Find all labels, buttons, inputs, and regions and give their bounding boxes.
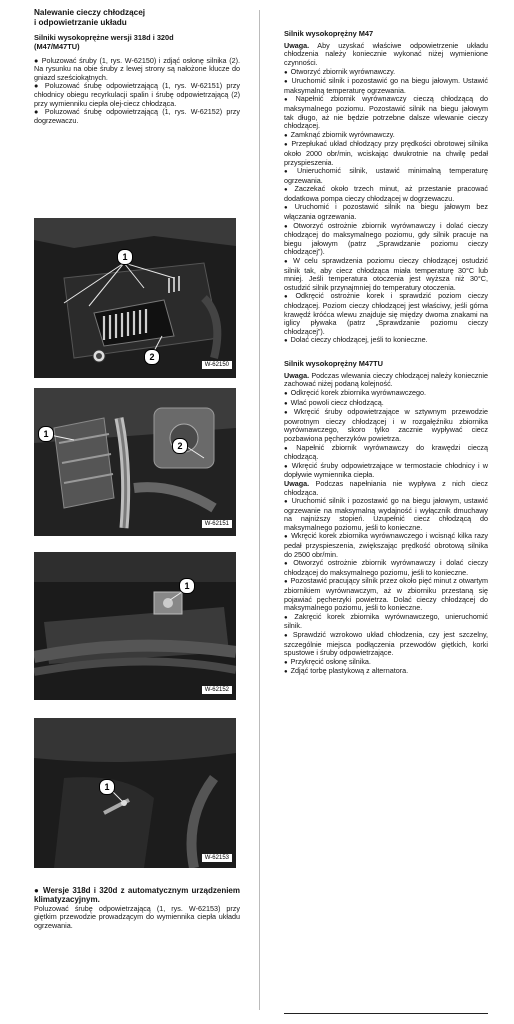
final-instruction-heading: ● Wersje 318d i 320d z automatycznym urządzeniem klimatyzacyjnym.	[34, 886, 240, 905]
list-item: ● Odkręcić korek zbiornika wyrównawczego.	[284, 389, 488, 399]
callout-1: 1	[179, 578, 195, 594]
callout-2: 2	[172, 438, 188, 454]
list-item: ● Wkręcić korek zbiornika wyrównawczego i wcisnąć kilka razy pedał przyspieszenia, zwiększając prędkość obrotową silnika do 2500 obr/min.	[284, 532, 488, 559]
callout-2: 2	[144, 349, 160, 365]
list-item: ● Napełnić zbiornik wyrównawczy do krawędzi cieczą chłodzącą.	[284, 444, 488, 462]
list-item: ● Otworzyć ostrożnie zbiornik wyrównawczy i dolać cieczy chłodzącej do maksymalnego poziomu, jeśli to konieczne.	[284, 559, 488, 577]
list-item: ● Odkręcić ostrożnie korek i sprawdzić poziom cieczy chłodzącej. Poziom cieczy chłodzącej jest właściwy, jeśli górna krawędź króćca wlewu znajduje się między dwoma znakami na iglicy pływaka (patrz „Sprawdzanie poziomu cieczy chłodzącej”).	[284, 292, 488, 336]
callout-1: 1	[99, 779, 115, 795]
final-instruction-text: Poluzować śrubę odpowietrzającą (1, rys. W-62153) przy giętkim przewodzie prowadzącym do wymiennika ciepła układu ogrzewania.	[34, 903, 240, 930]
list-item: ● Zdjąć torbę plastykową z alternatora.	[284, 667, 488, 677]
list-item: ● Wkręcić śruby odpowietrzające w sztywnym przewodzie powrotnym cieczy chłodzącej i w rozgałęźniku zbiornika wyrównawczego, skoro tylko zacznie wypływać ciecz pozbawiona pęcherzyków powietrza.	[284, 408, 488, 443]
m47tu-note	[284, 372, 488, 389]
note-text: Podczas wlewania cieczy chłodzącej należy koniecznie zachować niżej podaną kolejność.	[284, 370, 488, 389]
list-item: ● Otworzyć zbiornik wyrównawczy.	[284, 68, 488, 78]
figure-code: W-62151	[202, 520, 232, 528]
list-item: ● Uruchomić i pozostawić silnik na biegu jałowym bez włączania ogrzewania.	[284, 203, 488, 221]
list-item: ● Dolać cieczy chłodzącej, jeśli to konieczne.	[284, 336, 488, 346]
section-title	[34, 8, 240, 28]
list-item: ● Wkręcić śruby odpowietrzające w termostacie chłodnicy i w dopływie wymiennika ciepła.	[284, 462, 488, 480]
list-item: ● Zakręcić korek zbiornika wyrównawczego, unieruchomić silnik.	[284, 613, 488, 631]
figure-code: W-62150	[202, 361, 232, 369]
instruction-paragraph: ● Poluzować śrubę odpowietrzającą (1, rys. W-62152) przy dogrzewaczu.	[34, 107, 240, 125]
instruction-paragraph: ● Poluzować śruby (1, rys. W-62150) i zdjąć osłonę silnika (2). Na rysunku na obie śruby z lewej strony są nałożone klucze do gniazd sześciokątnych.	[34, 55, 240, 82]
m47-heading: Silnik wysokoprężny M47	[284, 29, 374, 38]
note-label: Uwaga.	[284, 478, 310, 488]
m47-note	[284, 42, 488, 68]
subsection-title-line1: Silniki wysokoprężne wersji 318d i 320d	[34, 33, 174, 42]
list-item: ● Przykręcić osłonę silnika.	[284, 658, 488, 668]
list-item: ● W celu sprawdzenia poziomu cieczy chłodzącej ostudzić silnik tak, aby ciecz chłodząca miała temperaturę 30°C lub mniej. Jeśli temperatura otoczenia jest wyższa niż 30°C, ostudzić silnik przynajmniej do temperatury otoczenia.	[284, 257, 488, 292]
m47tu-heading: Silnik wysokoprężny M47TU	[284, 358, 383, 368]
list-item: ● Uruchomić silnik i pozostawić go na biegu jałowym, ustawić ogrzewanie na maksymalną wydajność i wyłącznik dmuchawy na najniższy stopień. Uzupełnić ciecz chłodzącą do maksymalnego poziomu, jeśli to konieczne.	[284, 497, 488, 532]
subsection-title-line2: (M47/M47TU)	[34, 41, 80, 51]
column-divider	[259, 10, 260, 1010]
list-item: ● Otworzyć ostrożnie zbiornik wyrównawczy i dolać cieczy chłodzącej do maksymalnego poziomu, gdy silnik pracuje na biegu jałowym (patrz „Sprawdzanie poziomu cieczy chłodzącej”).	[284, 222, 488, 257]
m47-steps	[284, 68, 488, 346]
note-text: Aby uzyskać właściwe odpowietrzenie układu chłodzenia należy koniecznie wykonać niżej wymienione czynności.	[284, 40, 488, 67]
figure-heater-photo	[34, 552, 236, 700]
callout-1: 1	[117, 249, 133, 265]
m47tu-steps-a	[284, 389, 488, 480]
final-instruction	[34, 886, 240, 931]
section-title-line2: i odpowietrzanie układu	[34, 18, 127, 27]
figure-code: W-62152	[202, 686, 232, 694]
callout-1: 1	[38, 426, 54, 442]
list-item: ● Uruchomić silnik i pozostawić go na biegu jałowym. Ustawić maksymalną temperaturę ogrzewania.	[284, 77, 488, 95]
m47tu-note-2	[284, 480, 488, 497]
list-item: ● Wlać powoli ciecz chłodzącą.	[284, 399, 488, 409]
figure-code: W-62153	[202, 854, 232, 862]
list-item: ● Przepłukać układ chłodzący przy prędkości obrotowej silnika około 2000 obr/min, wciskając dwukrotnie na chwilę pedał przyspieszenia.	[284, 140, 488, 167]
bottom-rule	[284, 1013, 488, 1014]
figure-hose-photo	[34, 718, 236, 868]
section-title-line1: Nalewanie cieczy chłodzącej	[34, 8, 146, 17]
list-item: ● Napełnić zbiornik wyrównawczy cieczą chłodzącą do maksymalnego poziomu. Pozostawić silnik na biegu jałowym tak długo, aż nie będzie potrzebne dalsze wlewanie cieczy chłodzącej.	[284, 95, 488, 130]
figure-engine-cover-photo	[34, 218, 236, 378]
list-item: ● Sprawdzić wzrokowo układ chłodzenia, czy jest szczelny, szczególnie miejsca podłączenia przewodów giętkich, korki spustowe i śruby odpowietrzające.	[284, 631, 488, 658]
note-label: Uwaga.	[284, 40, 310, 50]
list-item: ● Zaczekać około trzech minut, aż przestanie pracować dodatkowa pompa cieczy chłodzącej w dogrzewaczu.	[284, 185, 488, 203]
subsection-title	[34, 34, 240, 52]
note-text: Podczas napełniania nie wypływa z nich ciecz chłodząca.	[284, 478, 488, 497]
right-column	[284, 30, 488, 677]
list-item: ● Zamknąć zbiornik wyrównawczy.	[284, 131, 488, 141]
note-label: Uwaga.	[284, 370, 310, 380]
list-item: ● Pozostawić pracujący silnik przez około pięć minut z otwartym zbiornikiem wyrównawczym, aż w zbiorniku przestaną się pojawiać pęcherzyki powietrza. Dolać cieczy chłodzącej do maksymalnego poziomu, jeśli to konieczne.	[284, 577, 488, 612]
m47tu-steps-b	[284, 497, 488, 677]
list-item: ● Unieruchomić silnik, ustawić minimalną temperaturę ogrzewania.	[284, 167, 488, 185]
figure-egr-cooler-photo	[34, 388, 236, 536]
instruction-paragraph: ● Poluzować śrubę odpowietrzającą (1, rys. W-62151) przy chłodnicy obiegu recyrkulacji spalin i śrubę odpowietrzającą (2) przy wymienniku ciepła olej-ciecz chłodząca.	[34, 81, 240, 108]
